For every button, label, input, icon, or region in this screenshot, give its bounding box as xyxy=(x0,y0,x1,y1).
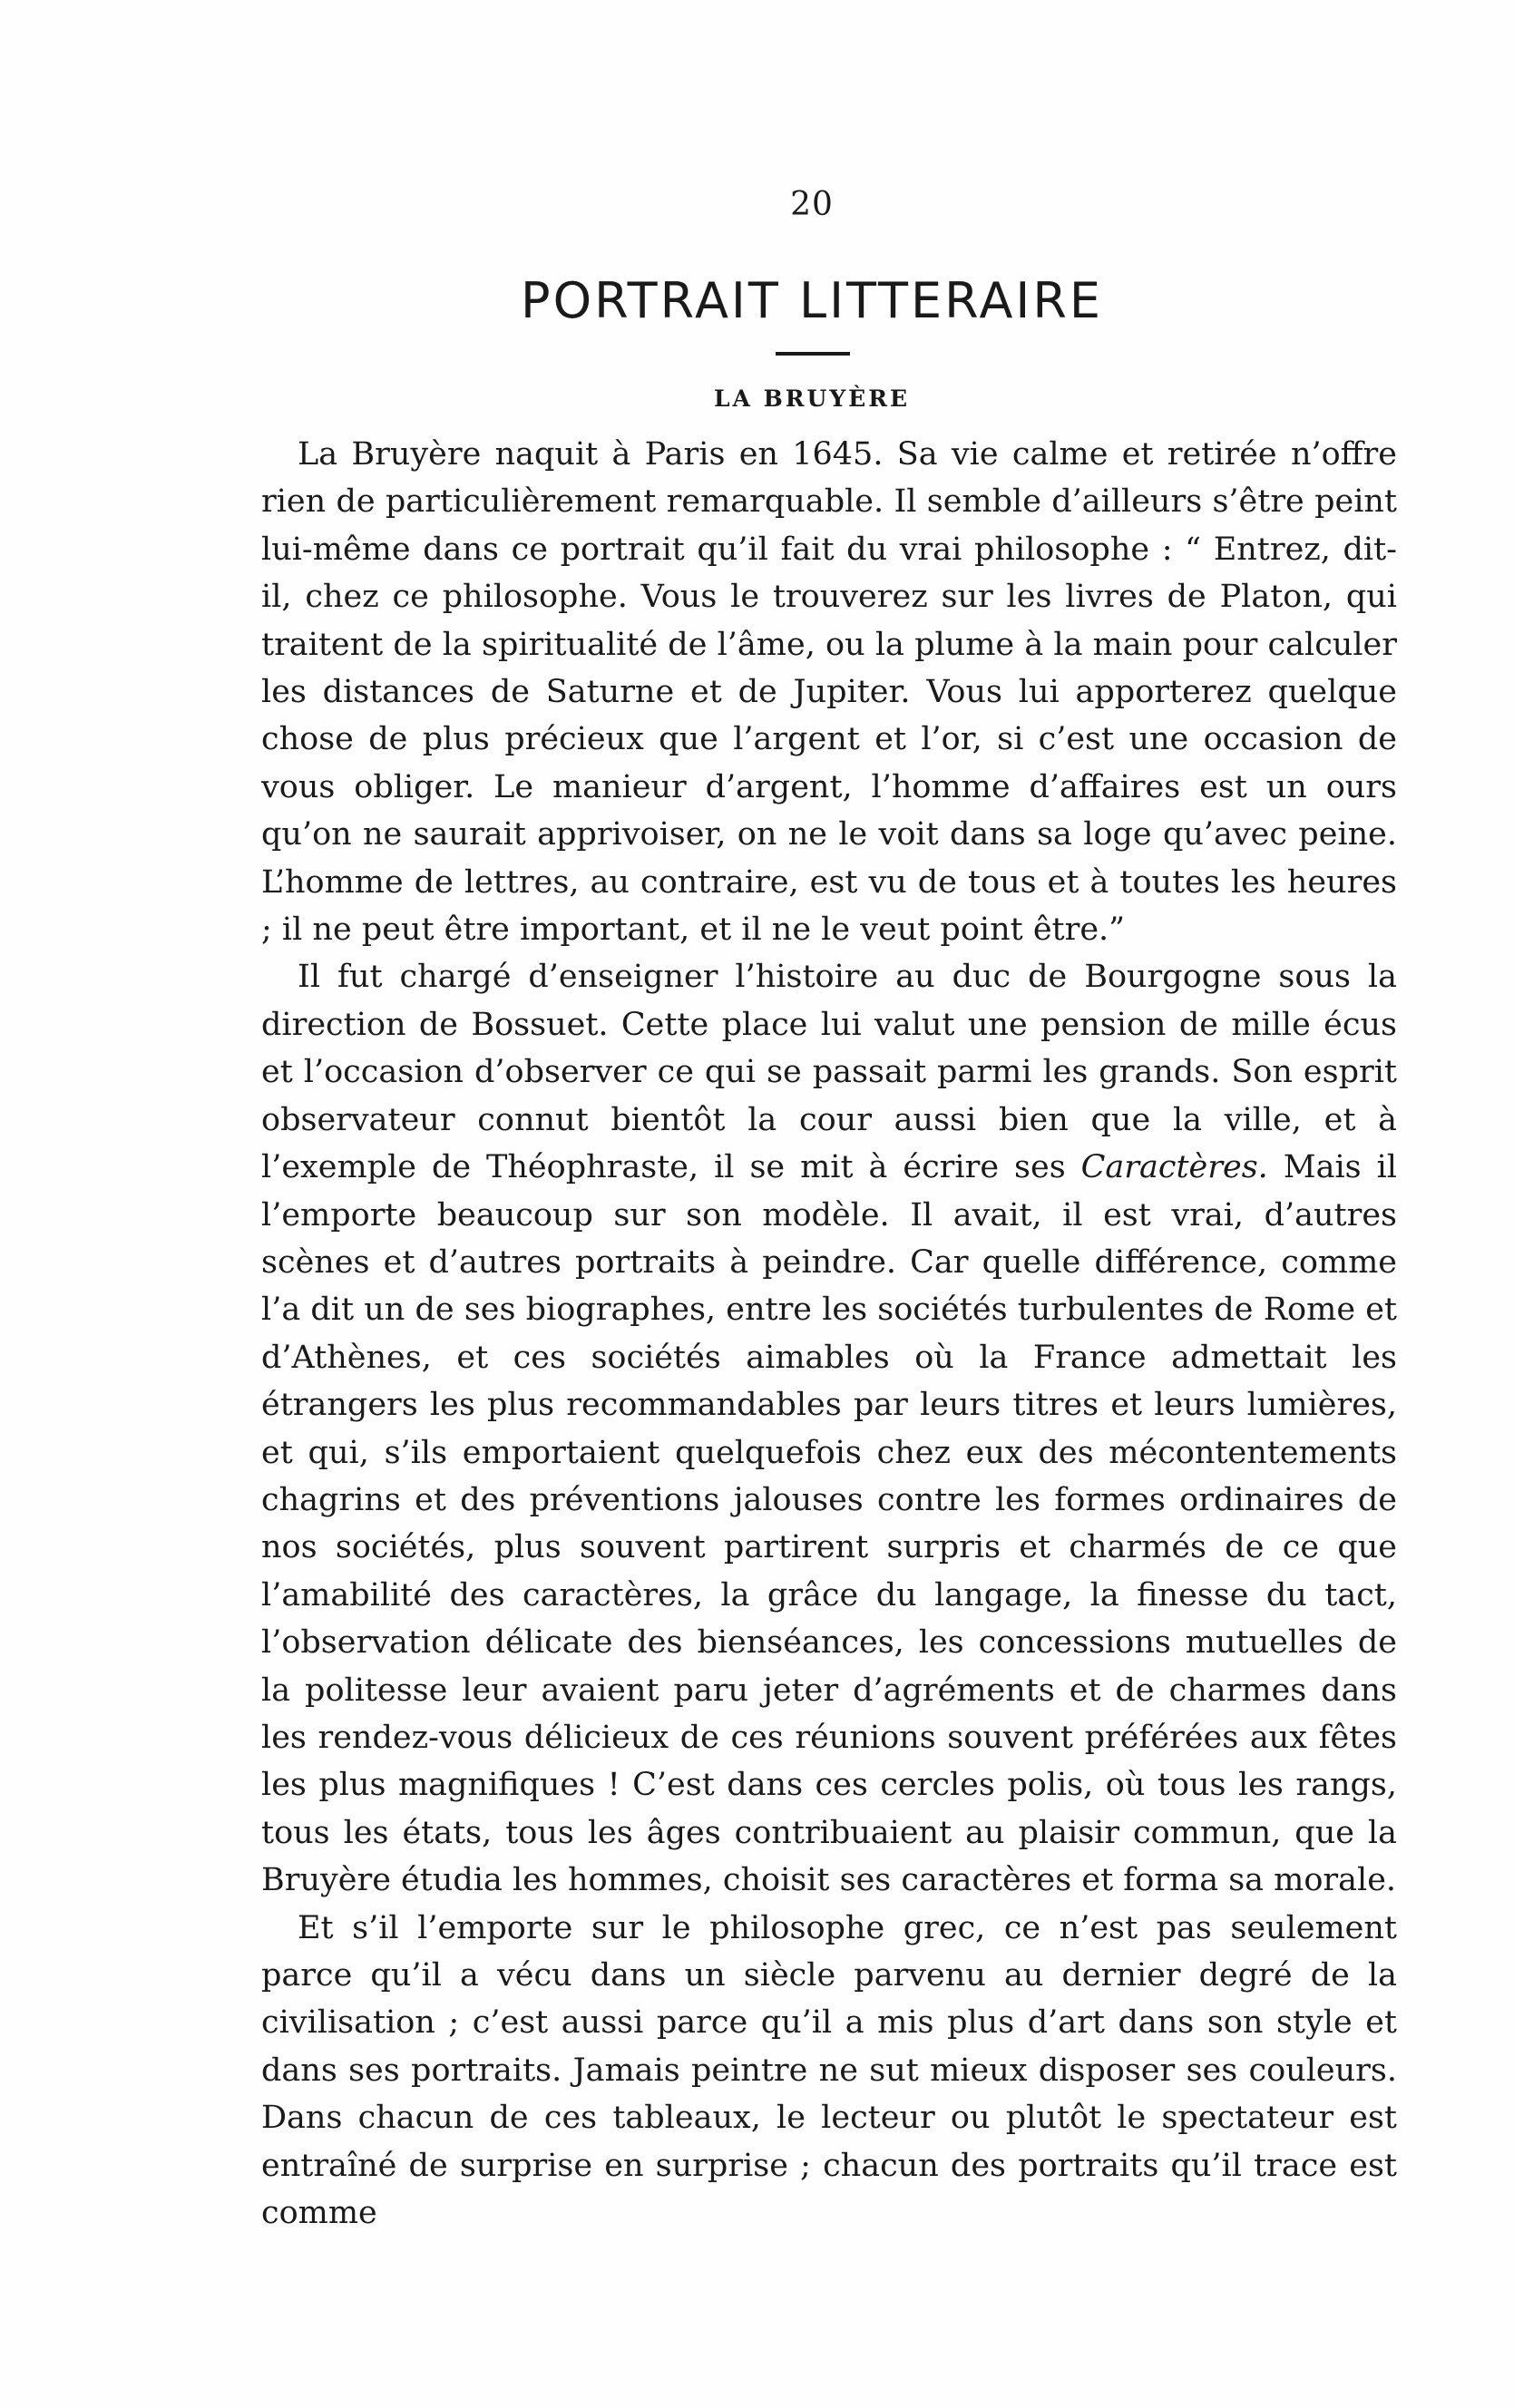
page-title: PORTRAIT LITTERAIRE xyxy=(521,272,1103,329)
paragraph-2 xyxy=(261,953,1397,1904)
page-number: 20 xyxy=(790,186,834,223)
book-title-caracteres: Caractères. xyxy=(1080,1149,1268,1186)
paragraph-2-text-end: Mais il l’emporte beaucoup sur son modèle. Il avait, il est vrai, d’autres scènes et d’autres portraits à peindre. Car quelle différence, comme l’a dit un de ses biographes, entre les sociétés turbulentes de Rome et d’Athènes, et ces sociétés aimables où la France admettait les étrangers les plus recommandables par leurs titres et leurs lumières, et qui, s’ils emportaient quelquefois chez eux des mécontentements chagrins et des préventions jalouses contre les formes ordinaires de nos sociétés, plus souvent partirent surpris et charmés de ce que l’amabilité des caractères, la grâce du langage, la finesse du tact, l’observation délicate des bienséances, les concessions mutuelles de la politesse leur avaient paru jeter d’agréments et de charmes dans les rendez-vous délicieux de ces réunions souvent préférées aux fêtes les plus magnifiques ! C’est dans ces cercles polis, où tous les rangs, tous les états, tous les âges contribuaient au plaisir commun, que la Bruyère étudia les hommes, choisit ses caractères et forma sa morale. xyxy=(261,1149,1397,1899)
paragraph-3 xyxy=(261,1905,1397,2237)
paragraph-2-text-start: Il fut chargé d’enseigner l’histoire au duc de Bourgogne sous la direction de Bossuet. Cette place lui valut une pension de mille écus et l’occasion d’observer ce qui se passait parmi les grands. Son esprit observateur connut bientôt la cour aussi bien que la ville, et à l’exemple de Théophraste, il se mit à écrire ses xyxy=(261,959,1397,1186)
paragraph-3-text: Et s’il l’emporte sur le philosophe grec, ce n’est pas seulement parce qu’il a vécu dans un siècle parvenu au dernier degré de la civilisation ; c’est aussi parce qu’il a mis plus d’art dans son style et dans ses portraits. Jamais peintre ne sut mieux disposer ses couleurs. Dans chacun de ces tableaux, le lecteur ou plutôt le spectateur est entraîné de surprise en surprise ; chacun des portraits qu’il trace est comme xyxy=(261,1909,1397,2232)
paragraph-1-text: La Bruyère naquit à Paris en 1645. Sa vie calme et retirée n’offre rien de particulièrement remarquable. Il semble d’ailleurs s’être peint lui-même dans ce portrait qu’il fait du vrai philosophe : “ Entrez, dit-il, chez ce philosophe. Vous le trouverez sur les livres de Platon, qui traitent de la spiritualité de l’âme, ou la plume à la main pour calculer les distances de Saturne et de Jupiter. Vous lui apporterez quelque chose de plus précieux que l’argent et l’or, si c’est une occasion de vous obliger. Le manieur d’argent, l’homme d’affaires est un ours qu’on ne saurait apprivoiser, on ne le voit dans sa loge qu’avec peine. L’homme de lettres, au contraire, est vu de tous et à toutes les heures ; il ne peut être important, et il ne le veut point être.” xyxy=(261,436,1397,949)
body-text xyxy=(261,431,1397,2237)
section-subtitle: LA BRUYÈRE xyxy=(713,385,911,412)
title-divider xyxy=(776,352,850,356)
paragraph-1 xyxy=(261,431,1397,953)
